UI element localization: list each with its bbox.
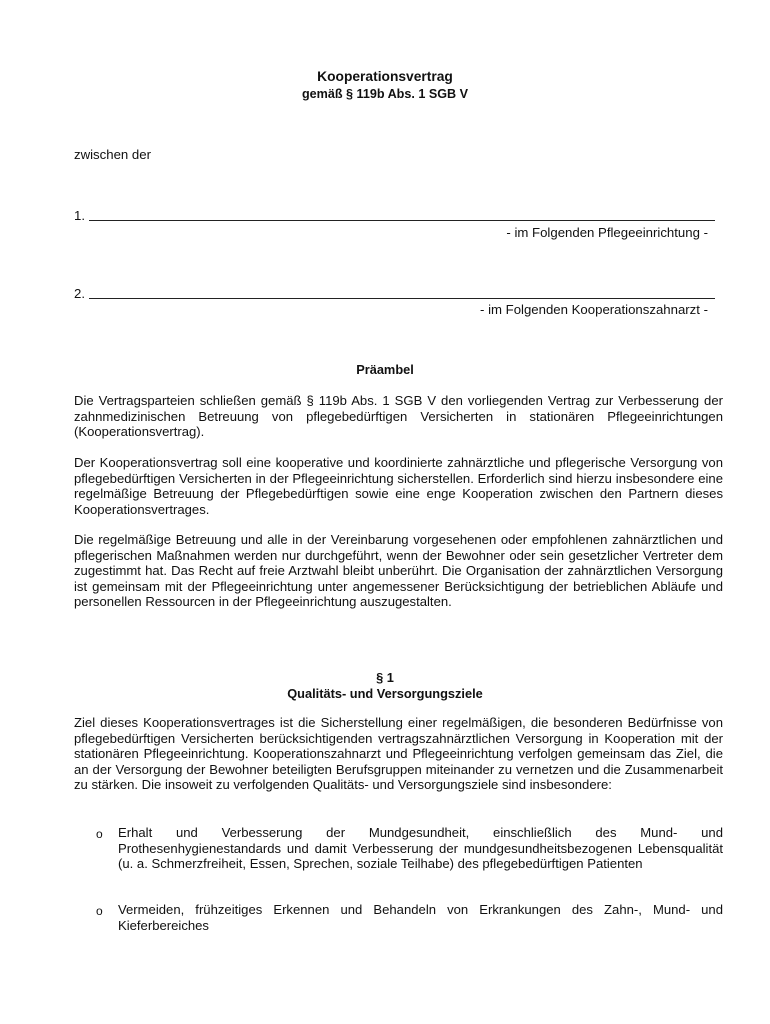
- party-1-role: - im Folgenden Pflegeeinrichtung -: [506, 225, 708, 240]
- party-2-field[interactable]: [74, 286, 715, 302]
- bullet-1-text: Erhalt und Verbesserung der Mundgesundheit, einschließlich des Mund- und Prothesenhygienestandards und damit Verbesserung der mundgesundheitsbezogenen Lebensqualität (u. a. Schmerzfreiheit, Essen, Sprechen, soziale Teilhabe) des pflegebedürftigen Patienten: [118, 825, 723, 871]
- party-1-blank-line: [89, 208, 715, 221]
- party-1-number: 1.: [74, 208, 85, 223]
- party-1-field[interactable]: [74, 208, 715, 224]
- section-1-paragraph: Ziel dieses Kooperationsvertrages ist die Sicherstellung einer regelmäßigen, die besonderen Bedürfnisse von pflegebedürftigen Versicherten berücksichtigenden vertragszahnärztlichen Versorgung in Kooperation mit der stationären Pflegeeinrichtung. Kooperationszahnarzt und Pflegeeinrichtung verfolgen gemeinsam das Ziel, die an der Versorgung der Bewohner beteiligten Berufsgruppen miteinander zu vernetzen und die Zusammenarbeit zu stärken. Die insoweit zu verfolgenden Qualitäts- und Versorgungsziele sind insbesondere:: [74, 715, 723, 792]
- document-subtitle: gemäß § 119b Abs. 1 SGB V: [301, 87, 469, 101]
- preamble-heading: Präambel: [356, 362, 414, 377]
- party-2-blank-line: [89, 286, 715, 299]
- section-1-heading: Qualitäts- und Versorgungsziele: [287, 686, 483, 701]
- section-1-number: § 1: [376, 670, 394, 685]
- between-label: zwischen der: [74, 147, 151, 162]
- bullet-1-marker: o: [96, 827, 103, 841]
- preamble-paragraph-3: Die regelmäßige Betreuung und alle in der Vereinbarung vorgesehenen oder empfohlenen zahnärztlichen und pflegerischen Maßnahmen werden nur durchgeführt, wenn der Bewohner oder sein gesetzlicher Vertreter dem zugestimmt hat. Das Recht auf freie Arztwahl bleibt unberührt. Die Organisation der zahnärztlichen Versorgung ist gemeinsam mit der Pflegeeinrichtung unter angemessener Berücksichtigung der betrieblichen Abläufe und personellen Ressourcen in der Pflegeeinrichtung auszugestalten.: [74, 532, 723, 609]
- bullet-2-marker: o: [96, 904, 103, 918]
- preamble-paragraph-1: Die Vertragsparteien schließen gemäß § 119b Abs. 1 SGB V den vorliegenden Vertrag zur Verbesserung der zahnmedizinischen Betreuung von pflegebedürftigen Versicherten in stationären Pflegeeinrichtungen (Kooperationsvertrag).: [74, 393, 723, 439]
- preamble-paragraph-2: Der Kooperationsvertrag soll eine kooperative und koordinierte zahnärztliche und pflegerische Versorgung von pflegebedürftigen Versicherten in der Pflegeeinrichtung sicherstellen. Erforderlich sind hierzu insbesondere eine regelmäßige Betreuung der Pflegebedürftigen sowie eine enge Kooperation zwischen den Partnern dieses Kooperationsvertrages.: [74, 455, 723, 517]
- party-2-role: - im Folgenden Kooperationszahnarzt -: [480, 302, 708, 317]
- bullet-2-text: Vermeiden, frühzeitiges Erkennen und Behandeln von Erkrankungen des Zahn-, Mund- und Kieferbereiches: [118, 902, 723, 933]
- document-title: Kooperationsvertrag: [317, 69, 453, 84]
- party-2-number: 2.: [74, 286, 85, 301]
